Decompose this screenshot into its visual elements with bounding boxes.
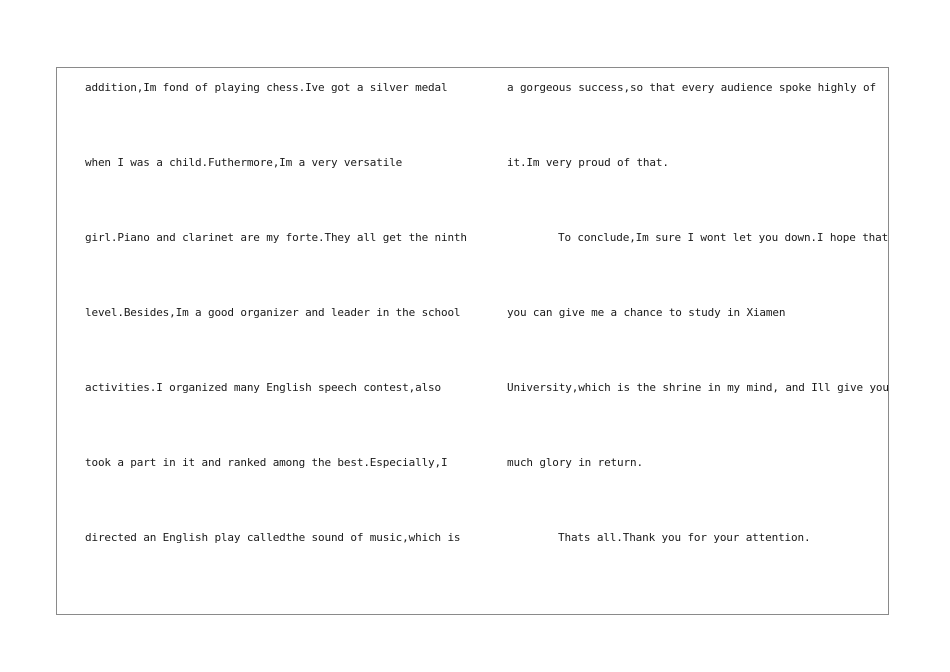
text-line: activities.I organized many English speech contest,also — [85, 381, 441, 394]
paragraph-first-line: Thats all.Thank you for your attention. — [558, 531, 811, 544]
text-line: much glory in return. — [507, 456, 643, 469]
text-line: University,which is the shrine in my mind, and Ill give you — [507, 381, 889, 394]
document-page — [56, 67, 889, 615]
text-line: it.Im very proud of that. — [507, 156, 669, 169]
text-line: when I was a child.Futhermore,Im a very versatile — [85, 156, 403, 169]
text-line: level.Besides,Im a good organizer and leader in the school — [85, 306, 461, 319]
text-line: took a part in it and ranked among the best.Especially,I — [85, 456, 448, 469]
text-line: directed an English play calledthe sound of music,which is — [85, 531, 461, 544]
text-line: you can give me a chance to study in Xiamen — [507, 306, 786, 319]
paragraph-first-line: To conclude,Im sure I wont let you down.I hope that — [558, 231, 889, 244]
text-line: girl.Piano and clarinet are my forte.They all get the ninth — [85, 231, 467, 244]
text-line: a gorgeous success,so that every audience spoke highly of — [507, 81, 876, 94]
text-line: addition,Im fond of playing chess.Ive got a silver medal — [85, 81, 448, 94]
